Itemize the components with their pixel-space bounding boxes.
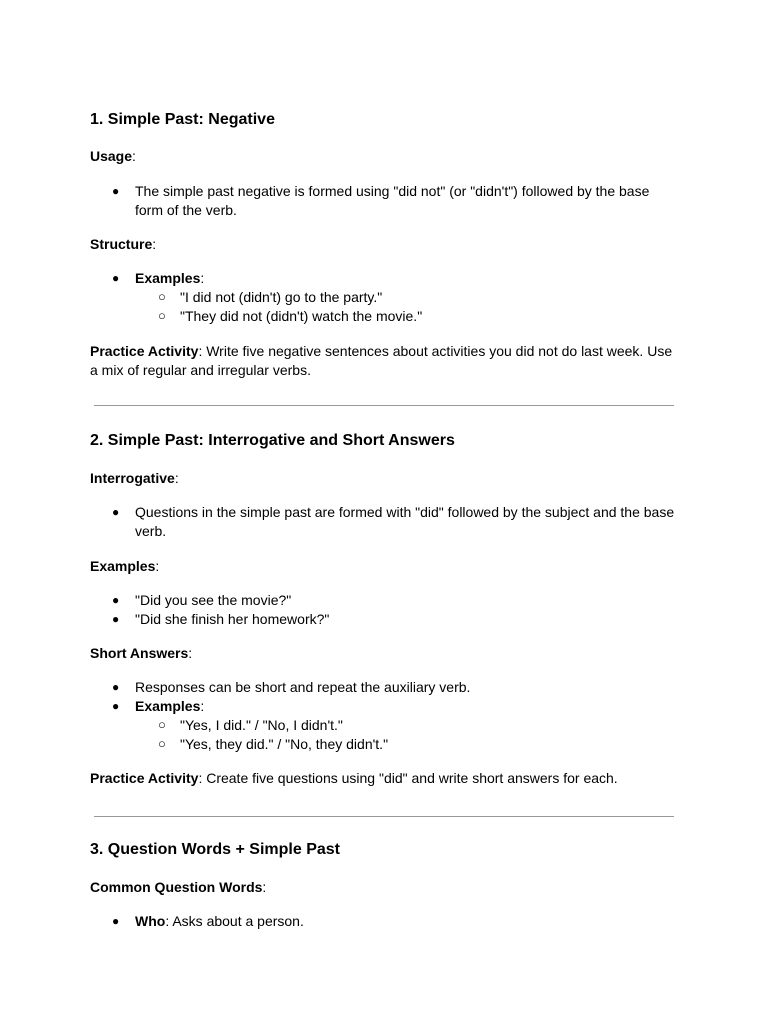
section-divider [94, 816, 674, 817]
practice-text: : Write five negative sentences about activities you did not do last week. Use a mix of regular and irregular verbs. [90, 343, 673, 378]
common-question-words-label-text: Common Question Words [90, 879, 263, 895]
colon: : [262, 879, 267, 895]
list-item [112, 269, 680, 288]
section-3-heading: 3. Question Words + Simple Past [90, 841, 340, 858]
hollow-bullet-icon: ○ [158, 717, 166, 732]
bullet-icon: ● [112, 612, 120, 626]
examples-label-text: Examples [90, 558, 156, 574]
bullet-icon: ● [112, 184, 120, 198]
section-1-heading: 1. Simple Past: Negative [90, 111, 275, 128]
examples-label: Examples [135, 270, 201, 286]
bullet-icon: ● [112, 593, 120, 607]
short-answers-label [90, 644, 192, 663]
bullet-icon: ● [112, 505, 120, 519]
structure-label-text: Structure [90, 236, 153, 252]
practice-label: Practice Activity [90, 770, 199, 786]
short-answers-text: Responses can be short and repeat the auxiliary verb. [135, 679, 471, 695]
bullet-icon: ● [112, 699, 120, 713]
short-answers-label-text: Short Answers [90, 645, 189, 661]
colon: : [132, 148, 136, 164]
colon: : [152, 236, 157, 252]
short-answer-example: "Yes, they did." / "No, they didn't." [180, 736, 389, 752]
example-text: "Did you see the movie?" [135, 592, 292, 608]
practice-activity [90, 769, 680, 788]
question-word-item [135, 912, 680, 931]
interrogative-label [90, 469, 179, 488]
bullet-icon: ● [112, 680, 120, 694]
short-answer-example: "Yes, I did." / "No, I didn't." [180, 717, 343, 733]
examples-item [135, 697, 680, 716]
list-item [112, 503, 680, 541]
list-item [112, 678, 680, 697]
colon: : [200, 270, 205, 286]
list-item [112, 591, 680, 610]
structure-label [90, 235, 156, 254]
practice-text: : Create five questions using "did" and write short answers for each. [198, 770, 618, 786]
colon: : [174, 470, 179, 486]
section-divider [94, 405, 674, 406]
example-text: "Did she finish her homework?" [135, 611, 330, 627]
usage-label-text: Usage [90, 148, 133, 164]
list-item [112, 697, 680, 716]
practice-activity [90, 342, 680, 380]
bullet-icon: ● [112, 914, 120, 928]
bullet-icon: ● [112, 271, 120, 285]
hollow-bullet-icon: ○ [158, 736, 166, 751]
common-question-words-label [90, 878, 266, 897]
example-text: "I did not (didn't) go to the party." [180, 289, 383, 305]
practice-label: Practice Activity [90, 343, 199, 359]
examples-label: Examples [135, 698, 201, 714]
usage-label [90, 147, 136, 166]
sub-list-item [158, 307, 680, 326]
hollow-bullet-icon: ○ [158, 289, 166, 304]
interrogative-label-text: Interrogative [90, 470, 175, 486]
interrogative-text: Questions in the simple past are formed with "did" followed by the subject and the base verb. [135, 504, 675, 539]
list-item [112, 182, 680, 220]
colon: : [200, 698, 205, 714]
example-text: "They did not (didn't) watch the movie." [180, 308, 423, 324]
sub-list-item [158, 716, 680, 735]
hollow-bullet-icon: ○ [158, 308, 166, 323]
examples-label [90, 557, 159, 576]
who-text: : Asks about a person. [165, 913, 304, 929]
sub-list-item [158, 288, 680, 307]
examples-item [135, 269, 680, 288]
list-item [112, 912, 680, 931]
section-2-heading: 2. Simple Past: Interrogative and Short Answers [90, 432, 455, 449]
colon: : [155, 558, 160, 574]
who-label: Who [135, 913, 166, 929]
colon: : [188, 645, 193, 661]
list-item [112, 610, 680, 629]
sub-list-item [158, 735, 680, 754]
usage-text: The simple past negative is formed using "did not" (or "didn't") followed by the base form of the verb. [135, 183, 650, 218]
